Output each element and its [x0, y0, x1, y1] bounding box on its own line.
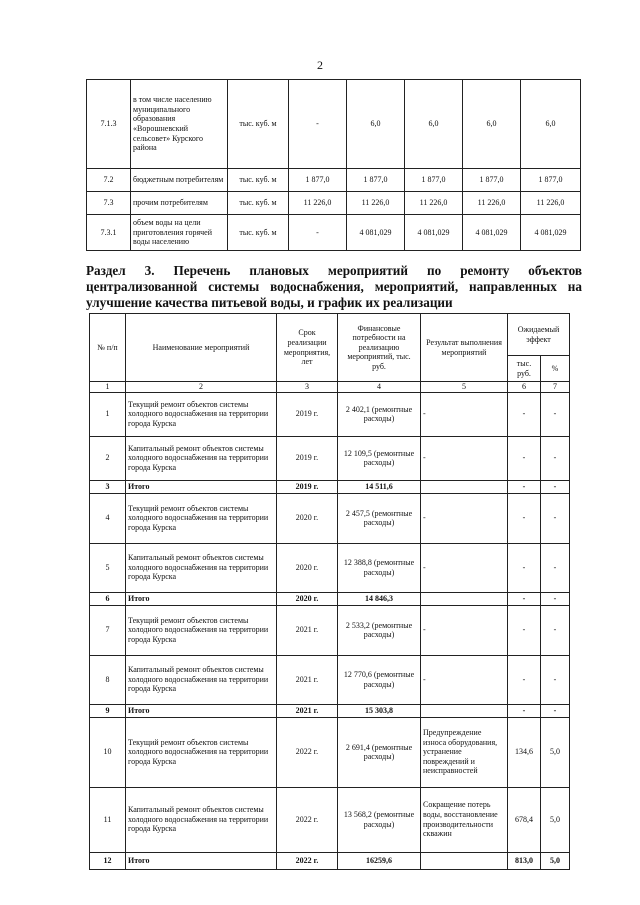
column-number: 2 [126, 382, 277, 393]
row-number: 4 [90, 493, 126, 543]
row-effect-rub: - [508, 605, 541, 655]
table-row [90, 717, 570, 787]
repair-measures-table [89, 313, 570, 870]
row-result [421, 592, 508, 605]
row-value: 6,0 [463, 80, 521, 169]
row-name: прочим потребителям [131, 192, 228, 215]
row-value: 4 081,029 [347, 215, 405, 251]
row-unit: тыс. куб. м [228, 215, 289, 251]
row-value: 11 226,0 [289, 192, 347, 215]
table-row [90, 493, 570, 543]
row-name: Итого [126, 592, 277, 605]
row-name: Текущий ремонт объектов системы холодного водоснабжения на территории города Курска [126, 392, 277, 436]
row-number: 7 [90, 605, 126, 655]
row-name: объем воды на цели приготовления горячей воды населению [131, 215, 228, 251]
table-row [87, 192, 581, 215]
table-row [90, 787, 570, 852]
table-row [90, 655, 570, 704]
row-name: Капитальный ремонт объектов системы холодного водоснабжения на территории города Курска [126, 655, 277, 704]
row-number: 7.3.1 [87, 215, 131, 251]
row-effect-pct: - [541, 543, 570, 592]
row-number: 7.1.3 [87, 80, 131, 169]
table-row [87, 215, 581, 251]
row-term: 2021 г. [277, 704, 338, 717]
row-finance: 2 691,4 (ремонтные расходы) [338, 717, 421, 787]
row-term: 2019 г. [277, 480, 338, 493]
header-num: № п/п [90, 314, 126, 382]
row-number: 7.3 [87, 192, 131, 215]
row-effect-rub: - [508, 543, 541, 592]
row-effect-pct: 5,0 [541, 717, 570, 787]
row-effect-rub: - [508, 592, 541, 605]
header-finance: Финансовые потребности на реализацию мероприятий, тыс. руб. [338, 314, 421, 382]
row-value: 1 877,0 [405, 169, 463, 192]
row-finance: 2 402,1 (ремонтные расходы) [338, 392, 421, 436]
row-term: 2021 г. [277, 605, 338, 655]
row-term: 2020 г. [277, 543, 338, 592]
row-value: - [289, 80, 347, 169]
row-number: 10 [90, 717, 126, 787]
row-term: 2019 г. [277, 436, 338, 480]
row-name: Капитальный ремонт объектов системы холодного водоснабжения на территории города Курска [126, 543, 277, 592]
row-unit: тыс. куб. м [228, 80, 289, 169]
table-row [90, 543, 570, 592]
row-name: Текущий ремонт объектов системы холодного водоснабжения на территории города Курска [126, 717, 277, 787]
row-number: 3 [90, 480, 126, 493]
header-row [90, 314, 570, 356]
row-name: бюджетным потребителям [131, 169, 228, 192]
row-value: 11 226,0 [521, 192, 581, 215]
row-number: 12 [90, 852, 126, 869]
row-effect-pct: - [541, 655, 570, 704]
row-value: 1 877,0 [347, 169, 405, 192]
row-term: 2020 г. [277, 493, 338, 543]
row-number: 8 [90, 655, 126, 704]
row-name: Капитальный ремонт объектов системы холодного водоснабжения на территории города Курска [126, 787, 277, 852]
row-value: 11 226,0 [347, 192, 405, 215]
row-value: 6,0 [405, 80, 463, 169]
row-value: 4 081,029 [463, 215, 521, 251]
row-result: Предупреждение износа оборудования, устранение повреждений и неисправностей [421, 717, 508, 787]
header-name: Наименование мероприятий [126, 314, 277, 382]
row-value: 4 081,029 [405, 215, 463, 251]
row-effect-pct: - [541, 493, 570, 543]
row-finance: 12 770,6 (ремонтные расходы) [338, 655, 421, 704]
row-number: 6 [90, 592, 126, 605]
header-term: Срок реализации мероприятия, лет [277, 314, 338, 382]
column-number: 4 [338, 382, 421, 393]
row-effect-pct: 5,0 [541, 852, 570, 869]
total-row [90, 592, 570, 605]
row-effect-rub: - [508, 436, 541, 480]
column-number: 7 [541, 382, 570, 393]
header-result: Результат выполнения мероприятий [421, 314, 508, 382]
row-finance: 13 568,2 (ремонтные расходы) [338, 787, 421, 852]
row-finance: 16259,6 [338, 852, 421, 869]
row-unit: тыс. куб. м [228, 192, 289, 215]
row-number: 9 [90, 704, 126, 717]
column-numbers-row [90, 382, 570, 393]
row-finance: 14 846,3 [338, 592, 421, 605]
row-finance: 12 388,8 (ремонтные расходы) [338, 543, 421, 592]
row-term: 2022 г. [277, 787, 338, 852]
table-row [87, 169, 581, 192]
row-finance: 2 457,5 (ремонтные расходы) [338, 493, 421, 543]
row-result: - [421, 392, 508, 436]
row-result: - [421, 543, 508, 592]
row-effect-rub: - [508, 392, 541, 436]
row-result [421, 704, 508, 717]
row-effect-pct: - [541, 436, 570, 480]
header-effect-rub: тыс. руб. [508, 356, 541, 382]
row-finance: 2 533,2 (ремонтные расходы) [338, 605, 421, 655]
row-effect-rub: - [508, 655, 541, 704]
row-effect-pct: - [541, 480, 570, 493]
row-effect-rub: - [508, 704, 541, 717]
section-title-line-1: Раздел 3. Перечень плановых мероприятий по ремонту объектов [86, 263, 582, 278]
column-number: 1 [90, 382, 126, 393]
section-title-line-2: централизованной системы водоснабжения, мероприятий, направленных на [86, 279, 582, 294]
column-number: 6 [508, 382, 541, 393]
row-effect-rub: 678,4 [508, 787, 541, 852]
row-effect-pct: - [541, 392, 570, 436]
row-finance: 15 303,8 [338, 704, 421, 717]
total-row [90, 852, 570, 869]
row-name: Итого [126, 852, 277, 869]
row-term: 2020 г. [277, 592, 338, 605]
row-value: 11 226,0 [405, 192, 463, 215]
row-term: 2019 г. [277, 392, 338, 436]
row-value: 6,0 [521, 80, 581, 169]
header-effect: Ожидаемый эффект [508, 314, 570, 356]
row-number: 7.2 [87, 169, 131, 192]
row-unit: тыс. куб. м [228, 169, 289, 192]
page-number: 2 [317, 58, 323, 72]
table-row [90, 436, 570, 480]
row-effect-rub: 134,6 [508, 717, 541, 787]
total-row [90, 480, 570, 493]
row-effect-pct: - [541, 592, 570, 605]
water-volume-table [86, 79, 581, 251]
row-effect-rub: - [508, 493, 541, 543]
row-effect-rub: - [508, 480, 541, 493]
row-result: - [421, 436, 508, 480]
row-term: 2022 г. [277, 852, 338, 869]
row-result [421, 480, 508, 493]
column-number: 3 [277, 382, 338, 393]
column-number: 5 [421, 382, 508, 393]
row-effect-pct: - [541, 704, 570, 717]
header-effect-pct: % [541, 356, 570, 382]
row-finance: 14 511,6 [338, 480, 421, 493]
row-value: 11 226,0 [463, 192, 521, 215]
row-name: Итого [126, 704, 277, 717]
row-name: в том числе населению муниципального образования «Ворошневский сельсовет» Курского района [131, 80, 228, 169]
table-row [87, 80, 581, 169]
row-value: - [289, 215, 347, 251]
row-result: - [421, 605, 508, 655]
row-term: 2022 г. [277, 717, 338, 787]
row-number: 5 [90, 543, 126, 592]
row-result: - [421, 493, 508, 543]
row-name: Итого [126, 480, 277, 493]
section-title [86, 263, 582, 311]
table-row [90, 392, 570, 436]
row-number: 11 [90, 787, 126, 852]
row-value: 1 877,0 [521, 169, 581, 192]
row-effect-rub: 813,0 [508, 852, 541, 869]
row-value: 1 877,0 [289, 169, 347, 192]
row-name: Текущий ремонт объектов системы холодного водоснабжения на территории города Курска [126, 605, 277, 655]
row-term: 2021 г. [277, 655, 338, 704]
row-result [421, 852, 508, 869]
row-name: Капитальный ремонт объектов системы холодного водоснабжения на территории города Курска [126, 436, 277, 480]
row-value: 1 877,0 [463, 169, 521, 192]
row-number: 1 [90, 392, 126, 436]
row-value: 6,0 [347, 80, 405, 169]
row-name: Текущий ремонт объектов системы холодного водоснабжения на территории города Курска [126, 493, 277, 543]
total-row [90, 704, 570, 717]
row-result: - [421, 655, 508, 704]
row-finance: 12 109,5 (ремонтные расходы) [338, 436, 421, 480]
table-row [90, 605, 570, 655]
row-effect-pct: 5,0 [541, 787, 570, 852]
row-effect-pct: - [541, 605, 570, 655]
section-title-line-3: улучшение качества питьевой воды, и график их реализации [86, 295, 453, 310]
row-number: 2 [90, 436, 126, 480]
row-result: Сокращение потерь воды, восстановление производительности скважин [421, 787, 508, 852]
row-value: 4 081,029 [521, 215, 581, 251]
